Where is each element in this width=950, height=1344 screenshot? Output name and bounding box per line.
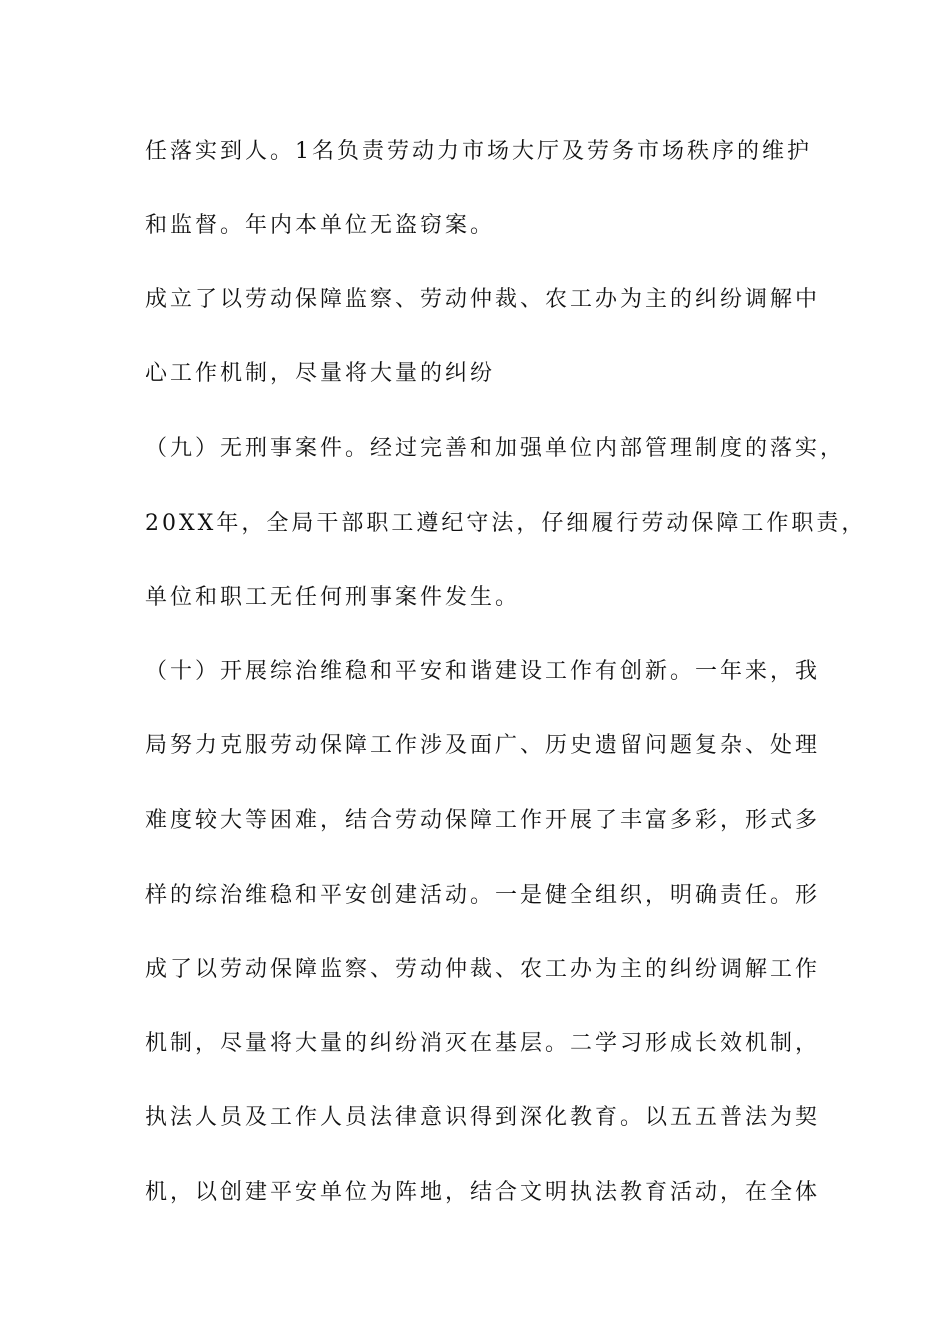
text-line: 心工作机制，尽量将大量的纠纷 bbox=[145, 361, 496, 386]
text-line: 难度较大等困难，结合劳动保障工作开展了丰富多彩，形式多 bbox=[145, 808, 821, 833]
text-line: 成立了以劳动保障监察、劳动仲裁、农工办为主的纠纷调解中 bbox=[145, 287, 821, 312]
text-line: 机制，尽量将大量的纠纷消灭在基层。二学习形成长效机制， bbox=[145, 1031, 821, 1056]
text-line: 成了以劳动保障监察、劳动仲裁、农工办为主的纠纷调解工作 bbox=[145, 957, 821, 982]
text-line: 机，以创建平安单位为阵地，结合文明执法教育活动，在全体 bbox=[145, 1180, 821, 1205]
text-line: 单位和职工无任何刑事案件发生。 bbox=[145, 585, 521, 610]
text-line: 任落实到人。1名负责劳动力市场大厅及劳务市场秩序的维护 bbox=[145, 139, 812, 164]
text-line: 执法人员及工作人员法律意识得到深化教育。以五五普法为契 bbox=[145, 1105, 821, 1130]
text-line: 20XX年，全局干部职工遵纪守法，仔细履行劳动保障工作职责， bbox=[145, 511, 867, 536]
text-line: （九）无刑事案件。经过完善和加强单位内部管理制度的落实， bbox=[145, 436, 846, 461]
text-line: 样的综治维稳和平安创建活动。一是健全组织，明确责任。形 bbox=[145, 883, 821, 908]
text-line: 和监督。年内本单位无盗窃案。 bbox=[145, 213, 496, 238]
text-line: 局努力克服劳动保障工作涉及面广、历史遗留问题复杂、处理 bbox=[145, 733, 821, 758]
text-line: （十）开展综治维稳和平安和谐建设工作有创新。一年来，我 bbox=[145, 659, 821, 684]
